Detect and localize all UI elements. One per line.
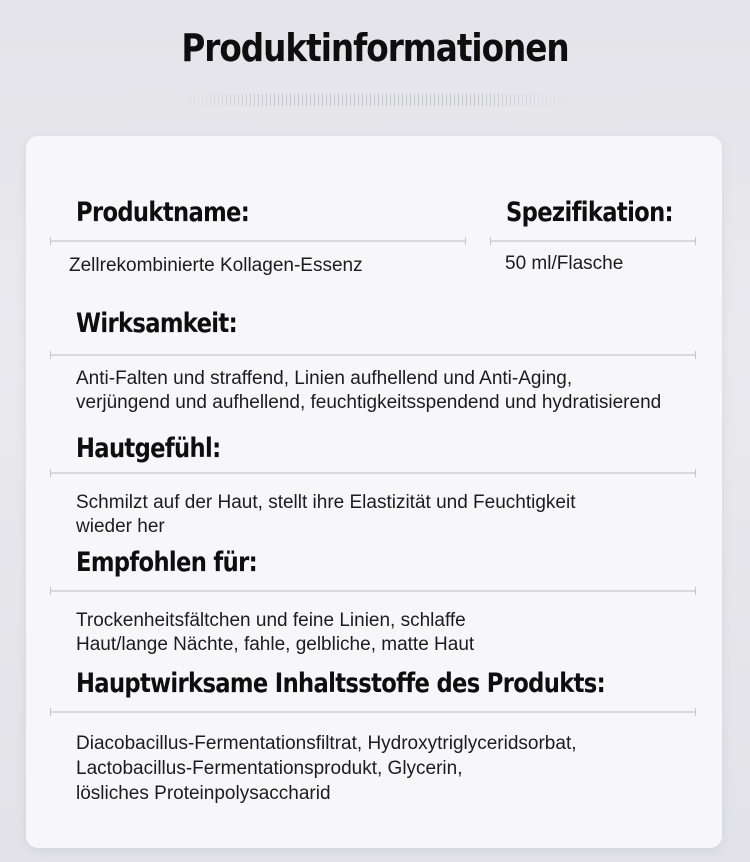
specification-divider: [490, 240, 696, 242]
decorative-ruler: [170, 94, 580, 106]
ingredients-line-2: Lactobacillus-Fermentationsprodukt, Glycerin,: [76, 758, 463, 779]
product-name-heading: Produktname:: [76, 197, 250, 228]
ingredients-divider: [50, 711, 696, 713]
effect-line-1: Anti-Falten und straffend, Linien aufhellend und Anti-Aging,: [76, 368, 573, 389]
specification-heading: Spezifikation:: [506, 197, 673, 228]
specification-value: 50 ml/Flasche: [505, 253, 624, 274]
ingredients-line-3: lösliches Proteinpolysaccharid: [76, 783, 331, 804]
ingredients-heading: Hauptwirksame Inhaltsstoffe des Produkts:: [76, 668, 606, 699]
recommended-heading: Empfohlen für:: [76, 547, 258, 578]
effect-divider: [50, 354, 696, 356]
product-name-divider: [50, 240, 466, 242]
effect-line-2: verjüngend und aufhellend, feuchtigkeitsspendend und hydratisierend: [76, 392, 662, 413]
skin-feel-line-1: Schmilzt auf der Haut, stellt ihre Elastizität und Feuchtigkeit: [76, 492, 576, 513]
skin-feel-heading: Hautgefühl:: [76, 433, 221, 464]
skin-feel-line-2: wieder her: [76, 516, 165, 537]
recommended-line-1: Trockenheitsfältchen und feine Linien, schlaffe: [76, 610, 466, 631]
product-name-value: Zellrekombinierte Kollagen-Essenz: [69, 255, 363, 276]
effect-heading: Wirksamkeit:: [76, 308, 237, 339]
skin-feel-divider: [50, 472, 696, 474]
ingredients-line-1: Diacobacillus-Fermentationsfiltrat, Hydroxytriglyceridsorbat,: [76, 733, 577, 754]
recommended-line-2: Haut/lange Nächte, fahle, gelbliche, matte Haut: [76, 634, 475, 655]
recommended-divider: [50, 590, 696, 592]
page-title: Produktinformationen: [181, 26, 569, 70]
